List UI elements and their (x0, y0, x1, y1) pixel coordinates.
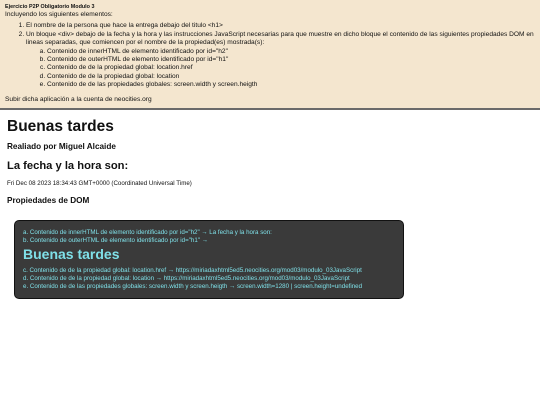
dom-line-location-href: c. Contenido de de la propiedad global: location.href → https://miriadaxhtml5ed5.neocities.org/mod03/modulo_03JavaScript (23, 267, 362, 274)
requirement-text: Un bloque <div> debajo de la fecha y la hora y las instrucciones JavaScript necesarias para que muestre en dicho bloque el contenido de las siguientes propiedades DOM en lineas separadas, que comiencen por el nombre de la propiedad(es) mostrada(s): (26, 30, 534, 47)
property-item: e. Contenido de de las propiedades globales: screen.width y screen.heigth (47, 81, 535, 89)
requirement-item (26, 31, 535, 90)
exercise-title: Ejercicio P2P Obligatorio Modulo 3 (5, 4, 95, 10)
author-line: Realiado por Miguel Alcaide (7, 142, 116, 151)
property-list (26, 48, 535, 90)
dom-properties-heading: Propiedades de DOM (7, 196, 90, 205)
requirements-list (5, 22, 535, 89)
dom-line-outerhtml: b. Contenido de outerHTML de elemento identificado por id="h1" → (23, 237, 208, 244)
main-content (7, 118, 532, 205)
upload-instruction: Subir dicha aplicación a la cuenta de neocities.org (5, 96, 152, 103)
requirement-item: 1. El nombre de la persona que hace la entrega debajo del titulo <h1> (26, 22, 535, 30)
property-item: d. Contenido de de la propiedad global: location (47, 73, 535, 81)
date-heading: La fecha y la hora son: (7, 160, 129, 172)
dom-properties-box (14, 220, 404, 299)
property-item: a. Contenido de innerHTML de elemento identificado por id="h2" (47, 48, 535, 56)
instructions-header (0, 0, 540, 110)
outerhtml-rendered-heading: Buenas tardes (23, 246, 120, 262)
date-value: Fri Dec 08 2023 18:34:43 GMT+0000 (Coordinated Universal Time) (7, 180, 192, 187)
dom-line-innerhtml: a. Contenido de innerHTML de elemento identificado por id="h2" → La fecha y la hora son: (23, 229, 272, 236)
dom-line-location: d. Contenido de de la propiedad global: location → https://miriadaxhtml5ed5.neocities.org/mod03/modulo_03JavaScript (23, 275, 350, 282)
property-item: c. Contenido de de la propiedad global: location.href (47, 64, 535, 72)
dom-line-screen: e. Contenido de de las propiedades globales: screen.width y screen.heigth → screen.width=1280 | screen.height=undefined (23, 283, 363, 290)
greeting-heading: Buenas tardes (7, 118, 114, 135)
exercise-subtitle: Incluyendo los siguientes elementos: (5, 11, 113, 18)
property-item: b. Contenido de outerHTML de elemento identificado por id="h1" (47, 56, 535, 64)
